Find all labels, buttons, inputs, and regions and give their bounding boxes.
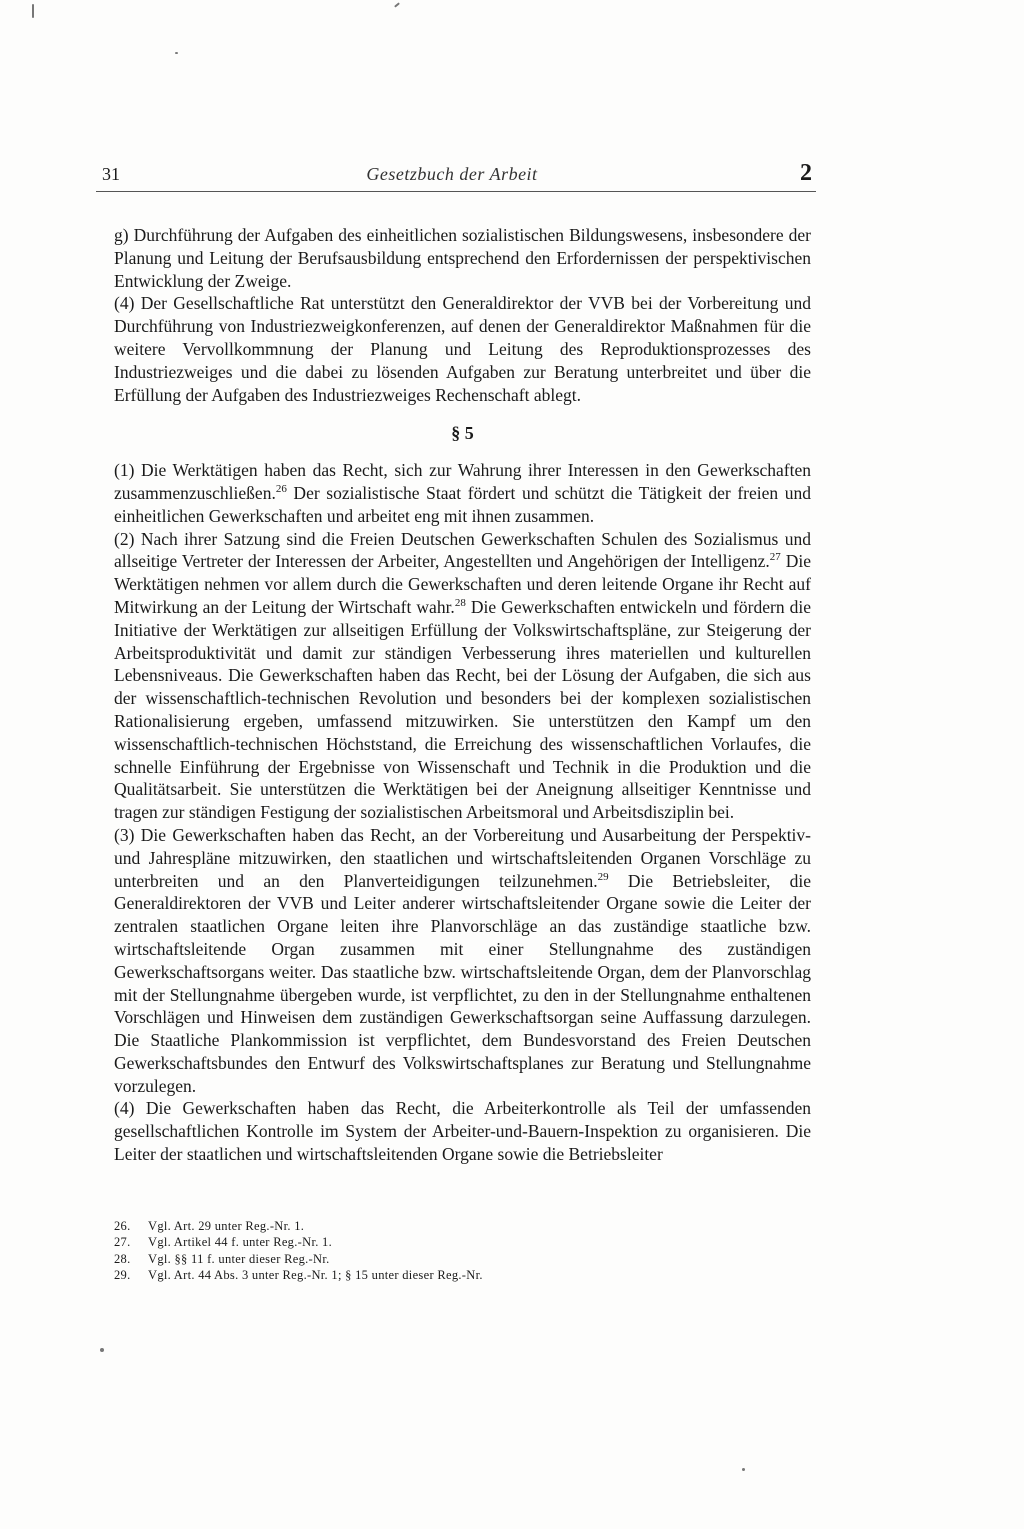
footnote-text: Vgl. Art. 44 Abs. 3 unter Reg.-Nr. 1; § 15 unter dieser Reg.-Nr. <box>148 1268 483 1283</box>
header-rule <box>96 191 816 192</box>
footnote-ref-26[interactable]: 26 <box>275 483 287 496</box>
paragraph-1-text-b: Der sozialistische Staat fördert und schützt die Tätigkeit der freien und einheitlichen Gewerkschaften und arbeitet eng mit ihnen zusammen. <box>114 482 811 526</box>
paragraph-2-text-b: Die Werktätigen nehmen vor allem durch die Gewerkschaften und deren leitende Organe ihr Recht auf Mitwirkung an der Leitung der Wirtschaft wahr. <box>114 551 811 617</box>
scan-speck <box>742 1468 745 1471</box>
paragraph-4-council: (4) Der Gesellschaftliche Rat unterstützt den Generaldirektor der VVB bei der Vorbereitung und Durchführung von Industriezweigkonferenzen, auf denen der Generaldirektor Maßnahmen für die weitere Vervollkommnung der Planung und Leitung des Reproduktionsprozesses des Industriezweiges und die dabei zu lösenden Aufgaben zur Beratung unterbreitet und über die Erfüllung der Aufgaben des Industriezweiges Rechenschaft ablegt. <box>114 293 811 405</box>
footnote-item <box>114 1218 811 1234</box>
footnote-text: Vgl. Artikel 44 f. unter Reg.-Nr. 1. <box>148 1235 333 1250</box>
register-number: 2 <box>800 160 812 186</box>
scan-speck <box>32 4 34 18</box>
running-header <box>88 160 816 194</box>
footnote-text: Vgl. §§ 11 f. unter dieser Reg.-Nr. <box>148 1251 330 1266</box>
page-number: 31 <box>102 164 120 184</box>
footnote-number: 27. <box>114 1235 131 1250</box>
footnote-item <box>114 1251 811 1267</box>
paragraph-2-text-c: Die Gewerkschaften entwickeln und fördern die Initiative der Werktätigen zur allseitigen Erfüllung der Volkswirtschaftspläne, zur Steigerung der Arbeitsproduktivität und damit zur ständigen Verbesserung ihres materiellen und kulturellen Lebensniveaus. Die Gewerkschaften haben das Recht, bei der Lösung der Aufgaben, die sich aus der wissenschaftlich-technischen Revolution und besonders bei der komplexen sozialistischen Rationalisierung ergeben, umfassend mitzuwirken. Sie unterstützen den Kampf um den wissenschaftlich-technischen Höchststand, die Erreichung des wissenschaftlichen Vorlaufes, die schnelle Einführung der Ergebnisse von Wissenschaft und Technik in die Produktion und die Qualitätsarbeit. Sie unterstützen die Werktätigen bei der Aneignung allseitiger Kenntnisse und tragen zur ständigen Festigung der sozialistischen Arbeitsmoral und Arbeitsdisziplin bei. <box>114 596 811 823</box>
footnote-ref-29[interactable]: 29 <box>597 870 609 883</box>
footnote-text: Vgl. Art. 29 unter Reg.-Nr. 1. <box>148 1219 305 1233</box>
main-text <box>114 224 811 1166</box>
footnote-number: 28. <box>114 1251 131 1266</box>
paragraph-3-text-a: (3) Die Gewerkschaften haben das Recht, an der Vorbereitung und Ausarbeitung der Perspektiv- und Jahrespläne mitzuwirken, den staatlichen und wirtschaftsleitenden Organen Vorschläge zu unterbreiten und an den Planverteidigungen teilzunehmen. <box>114 824 811 891</box>
footnote-item <box>114 1234 811 1250</box>
scan-speck <box>175 52 178 54</box>
paragraph-g: g) Durchführung der Aufgaben des einheitlichen sozialistischen Bildungswesens, insbesondere der Planung und Leitung der Berufsausbildung entsprechend den Erfordernissen der perspektivischen Entwicklung der Zweige. <box>114 225 811 291</box>
footnote-ref-28[interactable]: 28 <box>454 597 466 610</box>
paragraph-2 <box>114 528 811 824</box>
scan-speck <box>100 1348 104 1352</box>
footnote-ref-27[interactable]: 27 <box>769 551 781 564</box>
paragraph-3 <box>114 824 811 1098</box>
paragraph-4: (4) Die Gewerkschaften haben das Recht, die Arbeiterkontrolle als Teil der umfassenden gesellschaftlichen Kontrolle im System der Arbeiter-und-Bauern-Inspektion zu organisieren. Die Leiter der staatlichen und wirtschaftsleitenden Organe sowie die Betriebsleiter <box>114 1098 811 1165</box>
paragraph-2-text-a: (2) Nach ihrer Satzung sind die Freien Deutschen Gewerkschaften Schulen des Sozialismus und allseitige Vertreter der Interessen der Arbeiter, Angestellten und Angehörigen der Intelligenz. <box>114 528 811 572</box>
footnote-number: 29. <box>114 1268 131 1283</box>
scan-speck <box>394 2 400 7</box>
paragraph-1-text-a: (1) Die Werktätigen haben das Recht, sich zur Wahrung ihrer Interessen in den Gewerkschaften zusammenzuschließen. <box>114 460 811 503</box>
paragraph-1 <box>114 459 811 527</box>
running-title: Gesetzbuch der Arbeit <box>366 164 538 184</box>
footnote-number: 26. <box>114 1219 131 1233</box>
footnotes <box>114 1218 811 1284</box>
section-heading: § 5 <box>451 423 474 444</box>
paragraph-3-text-b: Die Betriebsleiter, die Generaldirektoren der VVB und Leiter anderer wirtschaftsleitender Organe sowie die Leiter der zentralen staatlichen Organe leiten ihre Planvorschläge an das zuständige staatliche bzw. wirtschaftsleitende Organ zusammen mit einer Stellungnahme des zuständigen Gewerkschaftsorgans weiter. Das staatliche bzw. wirtschaftsleitende Organ, dem der Planvorschlag mit der Stellungnahme übergeben wurde, ist verpflichtet, zu den in der Stellungnahme enthaltenen Vorschlägen und Hinweisen dem zuständigen Gewerkschaftsorgan seine Auffassung darzulegen. Die Staatliche Plankommission ist verpflichtet, dem Bundesvorstand des Freien Deutschen Gewerkschaftsbundes den Entwurf des Volkswirtschaftsplanes zur Beratung und Stellungnahme vorzulegen. <box>114 870 811 1096</box>
footnote-item <box>114 1267 811 1283</box>
